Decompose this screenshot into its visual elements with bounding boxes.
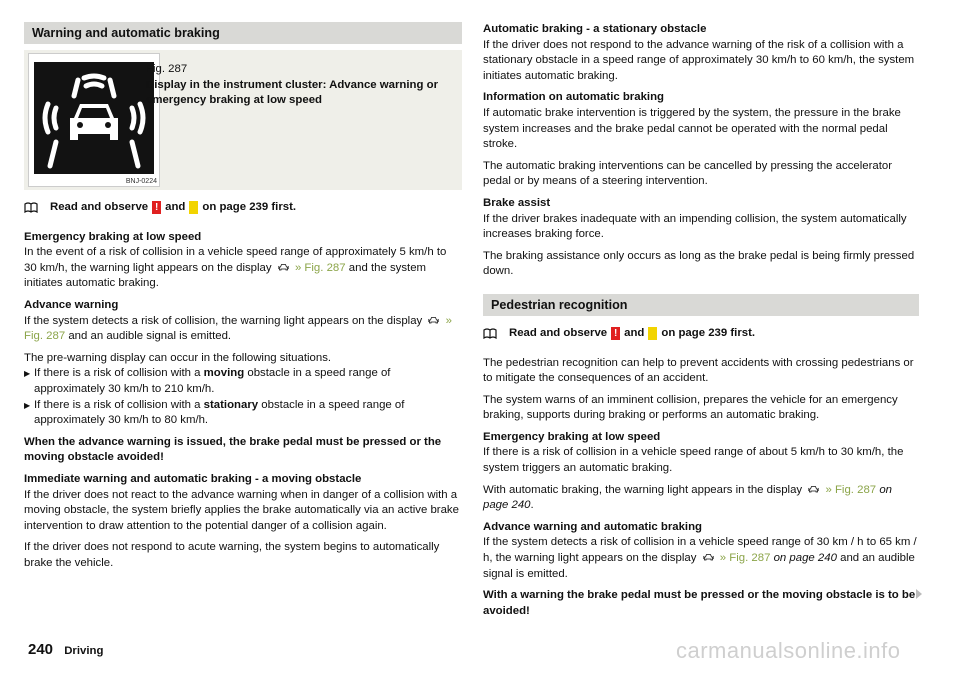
adv-text: If the system detects a risk of collision in a vehicle speed range of 30 km / h to 65 km / h, the warning light appears on the display xyxy=(483,536,917,565)
emergency-heading: Emergency braking at low speed xyxy=(24,230,202,243)
assist-paragraph-2: The braking assistance only occurs as long as the brake pedal is being firmly pressed down. xyxy=(483,249,915,278)
read-observe-line xyxy=(24,200,462,216)
bullet-bold: stationary xyxy=(203,398,259,411)
advance-paragraph xyxy=(24,298,462,345)
warning-yellow-icon[interactable] xyxy=(648,327,657,340)
read-suffix: on page 239 first. xyxy=(202,201,297,213)
read-and: and xyxy=(624,326,645,339)
book-icon xyxy=(483,328,497,339)
emergency-text: In the event of a risk of collision in a vehicle speed range of approximately 5 km/h to 30 km/h, the warning light appears on the display xyxy=(24,246,447,274)
page-footer xyxy=(28,642,103,660)
right-column xyxy=(483,22,919,625)
acute-paragraph: If the driver does not respond to acute warning, the system begins to automatically brake the vehicle. xyxy=(24,541,440,569)
emergency-text-end: and the system initiates automatic braking. xyxy=(24,261,427,290)
list-item xyxy=(24,366,462,397)
page-number: 240 xyxy=(28,641,54,658)
fig-link[interactable]: » Fig. 287 xyxy=(294,261,346,274)
cancel-paragraph: The automatic braking interventions can be cancelled by pressing the accelerator pedal or by means of a steering intervention. xyxy=(483,159,893,188)
assist-paragraph xyxy=(483,196,919,243)
figure-caption-text: Display in the instrument cluster: Advance warning or emergency braking at low speed xyxy=(146,78,438,107)
prewarning-text: The pre-warning display can occur in the following situations. xyxy=(24,351,332,364)
bold-end: With a warning the brake pedal must be pressed or the moving obstacle is to be avoided! xyxy=(483,589,916,617)
bullet-text: If there is a risk of collision with a xyxy=(34,398,201,411)
page-ref: on page 240 xyxy=(773,552,837,565)
bullet-text: obstacle in a speed range of approximately 30 km/h to 210 km/h. xyxy=(34,367,391,395)
fig-link[interactable]: » Fig. 287 xyxy=(825,483,877,496)
info-heading: Information on automatic braking xyxy=(483,91,664,104)
footer-label: Driving xyxy=(64,645,104,657)
figure-box xyxy=(24,50,462,190)
figure-image xyxy=(28,53,160,187)
bullet-text: obstacle in a speed range of approximately 30 km/h to 80 km/h. xyxy=(34,398,405,427)
fig-link[interactable]: » Fig. 287 xyxy=(24,314,452,343)
car-warning-icon xyxy=(34,62,154,174)
left-column xyxy=(24,22,462,577)
low-paragraph xyxy=(483,430,919,477)
auto-paragraph xyxy=(483,483,919,514)
triangle-bullet-icon: ▶ xyxy=(24,400,31,410)
bullet-bold: moving xyxy=(203,367,245,380)
bullet-text: If there is a risk of collision with a xyxy=(34,367,201,380)
figure-code: BNJ-0224 xyxy=(125,178,157,185)
emergency-paragraph xyxy=(24,230,462,292)
instrument-display xyxy=(34,62,154,174)
book-icon xyxy=(24,202,38,213)
section-title-pedestrian: Pedestrian recognition xyxy=(483,294,919,316)
next-page-arrow-icon[interactable] xyxy=(916,589,922,599)
page-ref: on page 240 xyxy=(483,483,892,512)
list-item xyxy=(24,398,462,429)
read-suffix: on page 239 first. xyxy=(661,326,756,339)
stationary-paragraph xyxy=(483,22,919,84)
section-title-warning: Warning and automatic braking xyxy=(24,22,462,44)
warning-red-icon[interactable]: ! xyxy=(611,327,620,340)
watermark: carmanualsonline.info xyxy=(676,638,901,663)
stationary-heading: Automatic braking - a stationary obstacle xyxy=(483,23,707,35)
warning-yellow-icon[interactable] xyxy=(189,201,198,214)
read-prefix: Read and observe xyxy=(50,201,149,213)
figure-caption xyxy=(146,62,446,109)
warning-red-icon[interactable]: ! xyxy=(152,201,161,214)
immediate-heading: Immediate warning and automatic braking - a moving obstacle xyxy=(24,472,362,485)
figure-number: Fig. 287 xyxy=(146,63,188,75)
auto-end: . xyxy=(530,499,534,512)
triangle-bullet-icon: ▶ xyxy=(24,369,31,379)
read-and: and xyxy=(165,201,186,213)
fig-link[interactable]: » Fig. 287 xyxy=(719,552,771,565)
ped-paragraph-2: The system warns of an imminent collision, prepares the vehicle for an emergency braking, supports during braking or performs an automatic braking. xyxy=(483,393,898,422)
car-warning-icon xyxy=(808,485,819,494)
low-text: If there is a risk of collision in a vehicle speed range of about 5 km/h to 30 km/h, the system triggers an automatic braking. xyxy=(483,446,904,475)
advance-text: If the system detects a risk of collision, the warning light appears on the display xyxy=(24,314,423,327)
car-warning-icon xyxy=(428,316,439,325)
auto-text: With automatic braking, the warning light appears in the display xyxy=(483,483,803,496)
assist-text: If the driver brakes inadequate with an impending collision, the system automatically increases braking force. xyxy=(483,212,907,241)
bold-warning: When the advance warning is issued, the brake pedal must be pressed or the moving obstacle avoided! xyxy=(24,435,442,464)
info-paragraph xyxy=(483,90,919,152)
car-warning-icon xyxy=(278,263,289,272)
adv-heading: Advance warning and automatic braking xyxy=(483,520,702,533)
immediate-paragraph xyxy=(24,472,462,534)
assist-heading: Brake assist xyxy=(483,196,551,209)
info-text: If automatic brake intervention is triggered by the system, the pressure in the brake system increases and the brake pedal cannot be operated with the normal pedal stroke. xyxy=(483,106,901,151)
ped-paragraph-1: The pedestrian recognition can help to prevent accidents with crossing pedestrians or to mitigate the consequences of an accident. xyxy=(483,356,914,385)
advance-text-end: and an audible signal is emitted. xyxy=(68,330,232,343)
stationary-text: If the driver does not respond to the advance warning of the risk of a collision with a stationary obstacle in a speed range of approximately 30 km/h to 60 km/h, the system initiates automatic braking. xyxy=(483,38,915,82)
low-heading: Emergency braking at low speed xyxy=(483,430,661,443)
adv-text-end: and an audible signal is emitted. xyxy=(483,552,915,580)
adv-paragraph xyxy=(483,520,919,582)
immediate-text: If the driver does not react to the advance warning when in danger of a collision with a moving obstacle, the system briefly applies the brake automatically via an active brake intervention to draw attention to the potential danger of a collision again. xyxy=(24,488,459,532)
car-warning-icon xyxy=(703,553,714,562)
read-observe-line xyxy=(483,326,919,342)
read-prefix: Read and observe xyxy=(509,326,608,339)
advance-heading: Advance warning xyxy=(24,298,119,311)
